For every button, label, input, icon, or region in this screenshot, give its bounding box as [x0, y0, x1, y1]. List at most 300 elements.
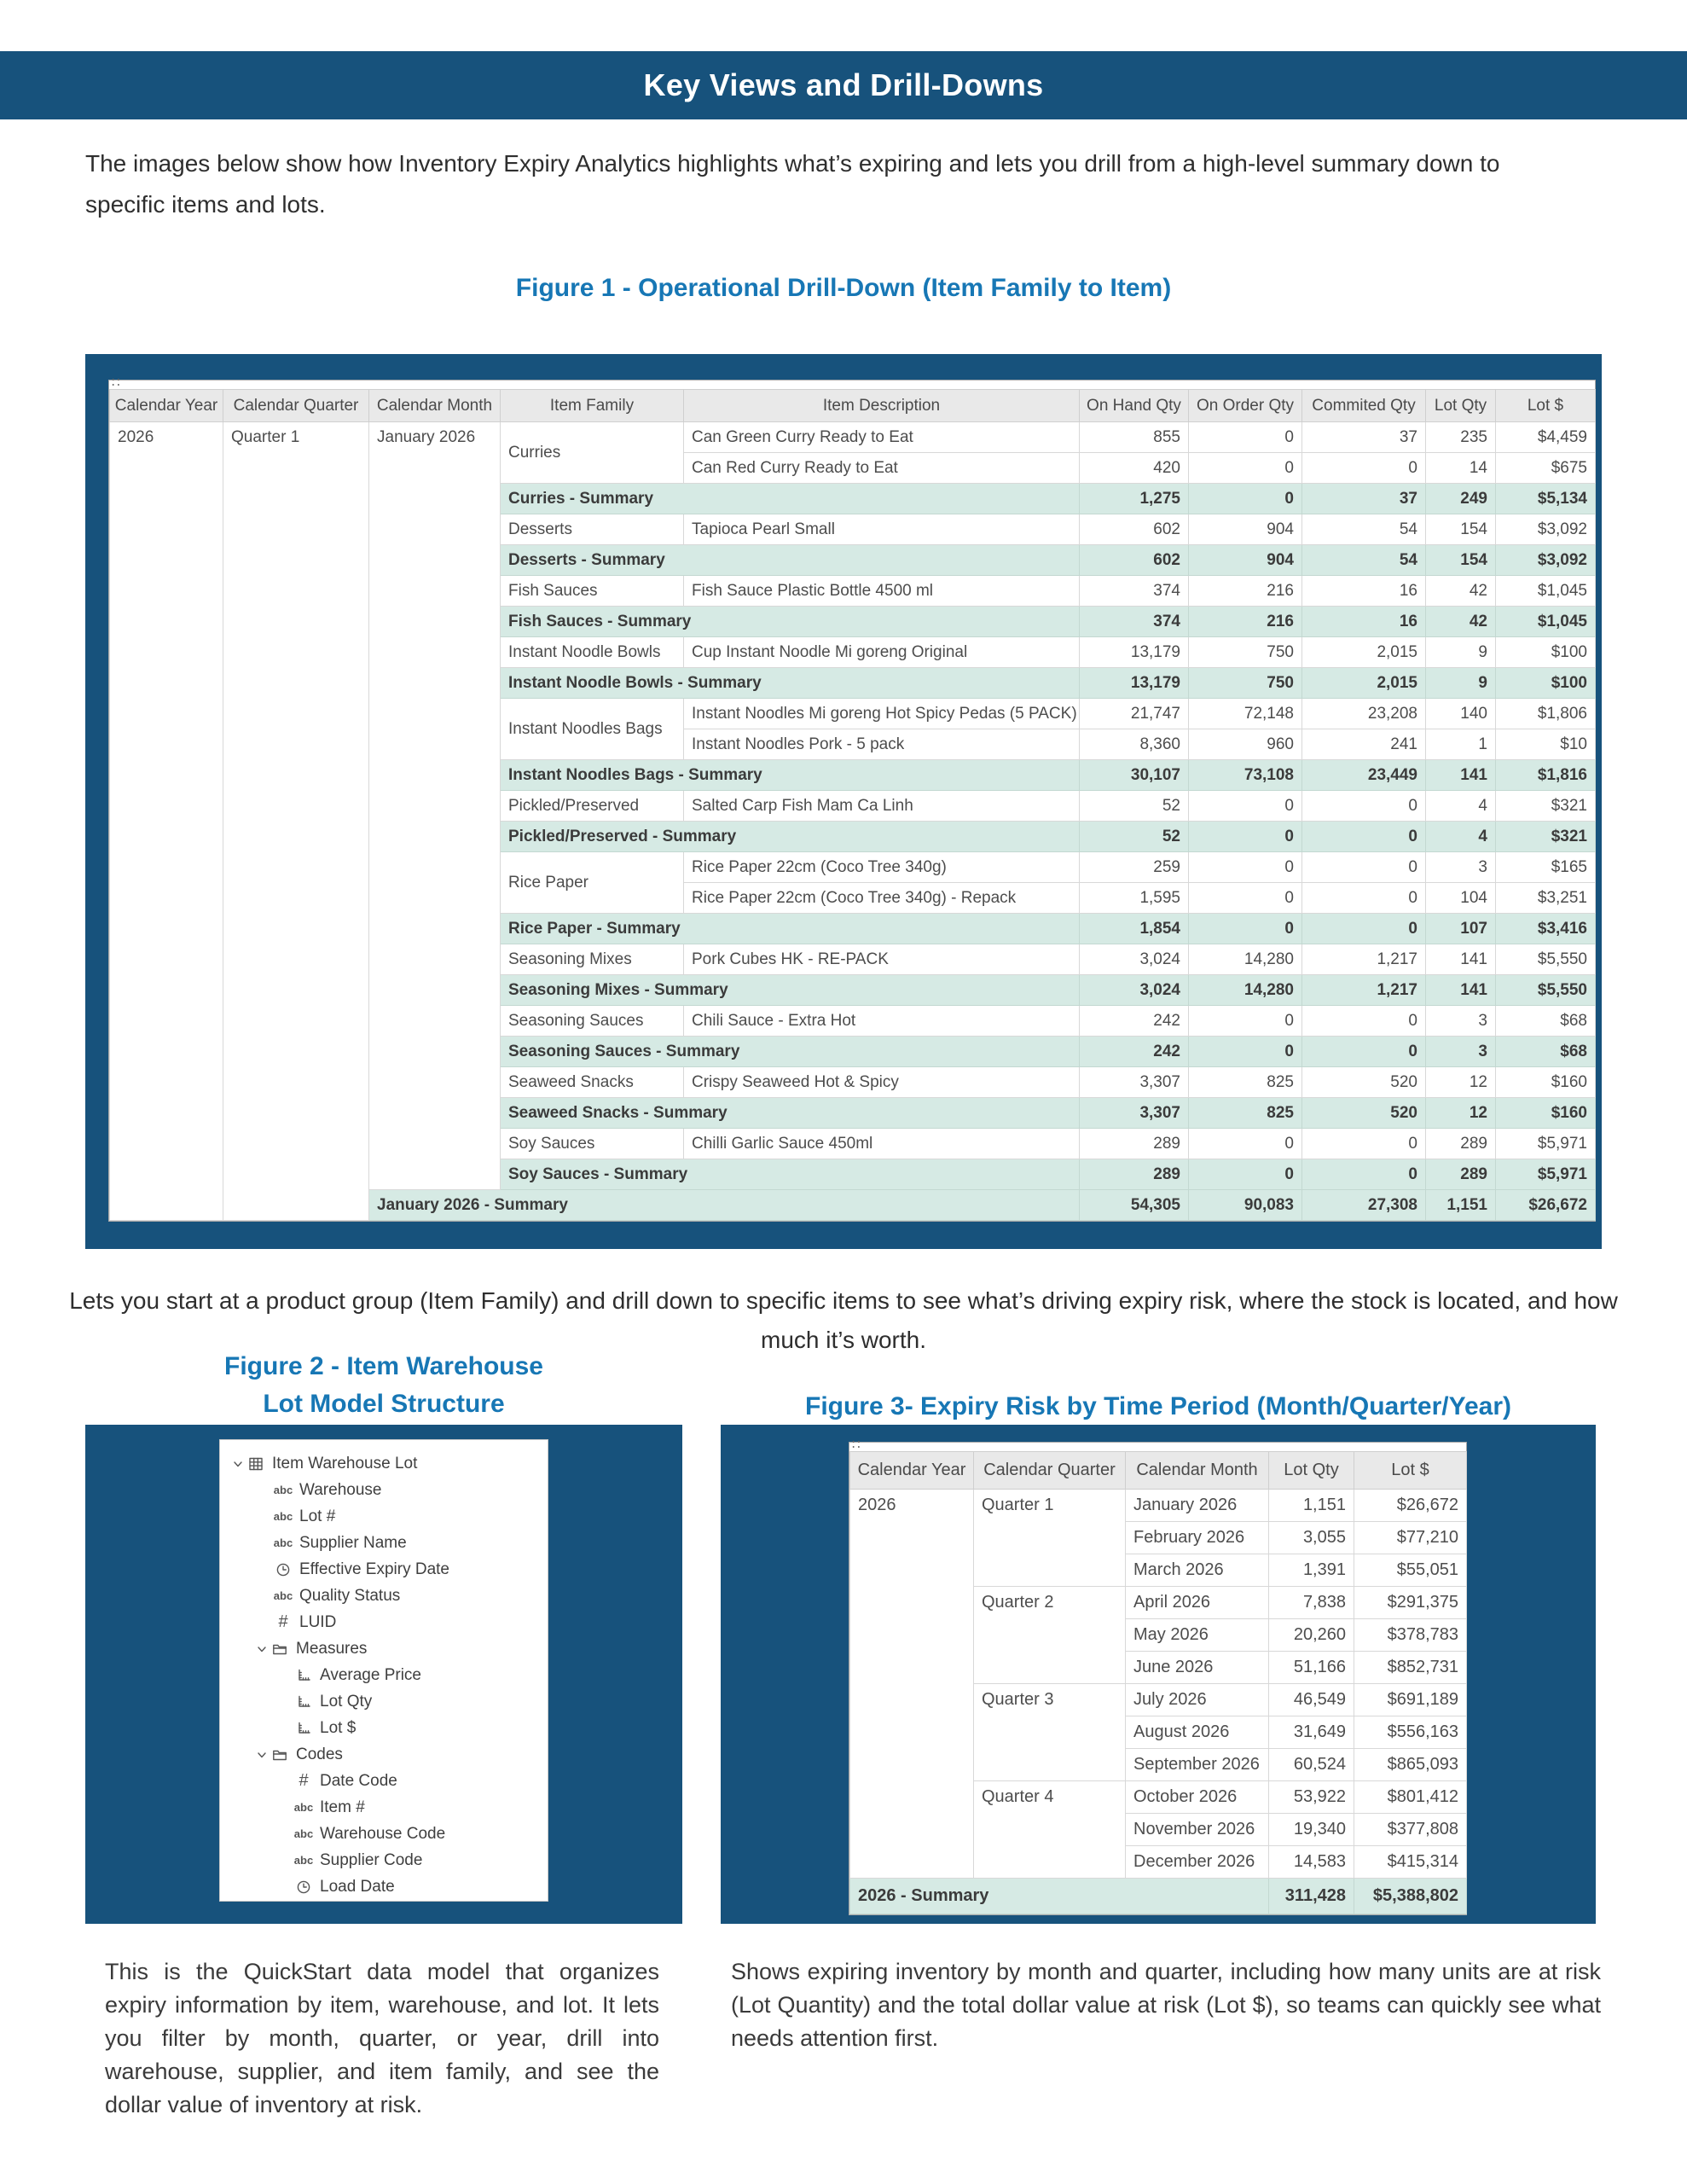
- lot-qty-cell: 1,391: [1269, 1554, 1354, 1587]
- tree-item-supplier-code: [229, 1847, 544, 1873]
- summary-value-cell: 42: [1426, 607, 1496, 637]
- value-cell: 0: [1189, 883, 1302, 914]
- tree-item-date-code: [229, 1768, 544, 1794]
- tree-item-effective-expiry-date: [229, 1556, 544, 1583]
- tree-item-label: Warehouse Code: [320, 1824, 446, 1843]
- tree-item-label: Warehouse: [299, 1480, 382, 1499]
- item-family-cell: Instant Noodle Bowls: [501, 637, 684, 668]
- figure3-header-row: [850, 1452, 1467, 1490]
- summary-label-cell: Instant Noodles Bags - Summary: [501, 760, 1080, 791]
- tree-item-label: Supplier Name: [299, 1533, 407, 1552]
- column-header-calendar-month: Calendar Month: [1126, 1452, 1269, 1490]
- summary-label-cell: Curries - Summary: [501, 484, 1080, 514]
- hash-icon: #: [299, 1771, 309, 1790]
- value-cell: $10: [1496, 729, 1596, 760]
- summary-value-cell: 30,107: [1080, 760, 1189, 791]
- figure2-caption: This is the QuickStart data model that organizes expiry information by item, warehouse, and lot. It lets you filter by month, quarter, or year, drill into warehouse, supplier, and item family, and see the dollar value of inventory at risk.: [105, 1959, 659, 2117]
- summary-value-cell: $68: [1496, 1037, 1596, 1067]
- summary-value-cell: 0: [1189, 822, 1302, 852]
- summary-label-cell: Instant Noodle Bowls - Summary: [501, 668, 1080, 699]
- item-family-cell: Fish Sauces: [501, 576, 684, 607]
- tree-item-average-price: [229, 1662, 544, 1688]
- column-header-lot-: Lot $: [1354, 1452, 1467, 1490]
- abc-icon: abc: [293, 1827, 314, 1840]
- calendar-month-cell: August 2026: [1126, 1716, 1269, 1749]
- lot-dollar-cell: $26,672: [1354, 1490, 1467, 1522]
- value-cell: 12: [1426, 1067, 1496, 1098]
- summary-value-cell: 9: [1426, 668, 1496, 699]
- figure1-header-row: [110, 390, 1596, 422]
- column-header-item-description: Item Description: [684, 390, 1080, 422]
- value-cell: 8,360: [1080, 729, 1189, 760]
- summary-value-cell: 107: [1426, 914, 1496, 944]
- calendar-quarter-cell: Quarter 1: [974, 1490, 1126, 1587]
- figure2-title: [85, 1348, 682, 1423]
- summary-value-cell: 13,179: [1080, 668, 1189, 699]
- item-family-cell: Desserts: [501, 514, 684, 545]
- lot-dollar-cell: $556,163: [1354, 1716, 1467, 1749]
- item-description-cell: Fish Sauce Plastic Bottle 4500 ml: [684, 576, 1080, 607]
- value-cell: 52: [1080, 791, 1189, 822]
- summary-value-cell: 0: [1302, 1037, 1426, 1067]
- item-description-cell: Tapioca Pearl Small: [684, 514, 1080, 545]
- summary-value-cell: 904: [1189, 545, 1302, 576]
- item-family-cell: Rice Paper: [501, 852, 684, 914]
- clock-icon: [273, 1560, 293, 1580]
- value-cell: 0: [1302, 883, 1426, 914]
- value-cell: 37: [1302, 422, 1426, 453]
- value-cell: 0: [1189, 1129, 1302, 1159]
- summary-value-cell: 1,151: [1426, 1190, 1496, 1221]
- calendar-month-cell: March 2026: [1126, 1554, 1269, 1587]
- summary-value-cell: $321: [1496, 822, 1596, 852]
- summary-value-cell: 1,217: [1302, 975, 1426, 1006]
- summary-label-cell: Seasoning Sauces - Summary: [501, 1037, 1080, 1067]
- abc-icon: abc: [273, 1589, 293, 1602]
- value-cell: 520: [1302, 1067, 1426, 1098]
- summary-value-cell: 4: [1426, 822, 1496, 852]
- summary-value-cell: 90,083: [1189, 1190, 1302, 1221]
- clock-icon: [293, 1877, 314, 1897]
- figure1-caption: Lets you start at a product group (Item Family) and drill down to specific items to see what’s driving expiry risk, where the stock is located, and how much it’s worth.: [69, 1287, 1618, 1353]
- item-description-cell: Instant Noodles Pork - 5 pack: [684, 729, 1080, 760]
- calendar-month-cell: November 2026: [1126, 1814, 1269, 1846]
- tree-item-luid: [229, 1609, 544, 1635]
- value-cell: 242: [1080, 1006, 1189, 1037]
- value-cell: 141: [1426, 944, 1496, 975]
- lot-qty-cell: 60,524: [1269, 1749, 1354, 1781]
- summary-value-cell: 0: [1302, 822, 1426, 852]
- summary-value-cell: $5,971: [1496, 1159, 1596, 1190]
- lot-dollar-cell: $691,189: [1354, 1684, 1467, 1716]
- value-cell: 825: [1189, 1067, 1302, 1098]
- summary-value-cell: 0: [1189, 1037, 1302, 1067]
- item-description-cell: Pork Cubes HK - RE-PACK: [684, 944, 1080, 975]
- column-header-lot-qty: Lot Qty: [1426, 390, 1496, 422]
- value-cell: 235: [1426, 422, 1496, 453]
- column-header-calendar-quarter: Calendar Quarter: [223, 390, 369, 422]
- value-cell: 0: [1189, 422, 1302, 453]
- tree-item-label: LUID: [299, 1612, 337, 1631]
- lot-qty-cell: 1,151: [1269, 1490, 1354, 1522]
- value-cell: 289: [1080, 1129, 1189, 1159]
- year-summary-row: [850, 1879, 1467, 1914]
- value-cell: $3,251: [1496, 883, 1596, 914]
- item-family-cell: Seasoning Sauces: [501, 1006, 684, 1037]
- tree-item-label: Supplier Code: [320, 1850, 423, 1869]
- summary-value-cell: $1,816: [1496, 760, 1596, 791]
- summary-value-cell: 0: [1189, 484, 1302, 514]
- item-row: [110, 422, 1596, 453]
- lot-qty-cell: 31,649: [1269, 1716, 1354, 1749]
- figure1-title: Figure 1 - Operational Drill-Down (Item Family to Item): [515, 274, 1172, 302]
- value-cell: 0: [1302, 1006, 1426, 1037]
- lot-dollar-cell: $55,051: [1354, 1554, 1467, 1587]
- item-description-cell: Chilli Garlic Sauce 450ml: [684, 1129, 1080, 1159]
- summary-value-cell: 16: [1302, 607, 1426, 637]
- value-cell: 14: [1426, 453, 1496, 484]
- item-family-cell: Soy Sauces: [501, 1129, 684, 1159]
- value-cell: 0: [1302, 453, 1426, 484]
- summary-value-cell: $1,045: [1496, 607, 1596, 637]
- figure1-table-body: [110, 422, 1596, 1221]
- tree-item-label: Lot $: [320, 1718, 357, 1737]
- column-header-calendar-year: Calendar Year: [110, 390, 223, 422]
- value-cell: 0: [1189, 852, 1302, 883]
- lot-qty-cell: 14,583: [1269, 1846, 1354, 1879]
- summary-value-cell: 141: [1426, 975, 1496, 1006]
- summary-value-cell: 520: [1302, 1098, 1426, 1129]
- value-cell: 0: [1189, 453, 1302, 484]
- summary-value-cell: 0: [1302, 1159, 1426, 1190]
- tree-item-label: Date Code: [320, 1771, 397, 1790]
- value-cell: 0: [1302, 852, 1426, 883]
- lot-qty-cell: 51,166: [1269, 1652, 1354, 1684]
- item-description-cell: Cup Instant Noodle Mi goreng Original: [684, 637, 1080, 668]
- abc-icon: abc: [273, 1536, 293, 1549]
- calendar-month-cell: January 2026: [369, 422, 501, 1190]
- value-cell: 16: [1302, 576, 1426, 607]
- value-cell: $1,045: [1496, 576, 1596, 607]
- item-family-cell: Pickled/Preserved: [501, 791, 684, 822]
- value-cell: 9: [1426, 637, 1496, 668]
- figure2-title-line2: Lot Model Structure: [263, 1390, 505, 1418]
- grid-icon: [246, 1454, 266, 1474]
- summary-value-cell: 2,015: [1302, 668, 1426, 699]
- abc-icon: abc: [273, 1510, 293, 1523]
- figure2-title-line1: Figure 2 - Item Warehouse: [224, 1352, 543, 1380]
- summary-value-cell: 825: [1189, 1098, 1302, 1129]
- summary-label-cell: 2026 - Summary: [850, 1879, 1269, 1914]
- figure3-title: Figure 3- Expiry Risk by Time Period (Month/Quarter/Year): [805, 1392, 1511, 1420]
- tree-item-lot-qty: [229, 1688, 544, 1715]
- summary-value-cell: 289: [1080, 1159, 1189, 1190]
- summary-value-cell: 54: [1302, 545, 1426, 576]
- value-cell: 216: [1189, 576, 1302, 607]
- value-cell: 0: [1189, 791, 1302, 822]
- lot-dollar-cell: $377,808: [1354, 1814, 1467, 1846]
- summary-value-cell: 54,305: [1080, 1190, 1189, 1221]
- value-cell: $5,971: [1496, 1129, 1596, 1159]
- calendar-quarter-cell: Quarter 1: [223, 422, 369, 1221]
- summary-label-cell: Seaweed Snacks - Summary: [501, 1098, 1080, 1129]
- hash-icon: #: [278, 1612, 288, 1631]
- tree-item-label: Effective Expiry Date: [299, 1560, 450, 1578]
- summary-label-cell: Pickled/Preserved - Summary: [501, 822, 1080, 852]
- value-cell: 960: [1189, 729, 1302, 760]
- column-header-lot-: Lot $: [1496, 390, 1596, 422]
- drag-handle-icon: ∷: [852, 1438, 861, 1452]
- summary-value-cell: $3,416: [1496, 914, 1596, 944]
- figure1-panel: [85, 354, 1602, 1249]
- tree-item-label: Item Warehouse Lot: [272, 1454, 418, 1472]
- figure1-table: [109, 389, 1596, 1221]
- value-cell: 3,307: [1080, 1067, 1189, 1098]
- value-cell: $160: [1496, 1067, 1596, 1098]
- calendar-month-cell: October 2026: [1126, 1781, 1269, 1814]
- summary-value-cell: 3,024: [1080, 975, 1189, 1006]
- summary-value-cell: 1,275: [1080, 484, 1189, 514]
- measure-icon: [293, 1665, 314, 1686]
- calendar-month-cell: December 2026: [1126, 1846, 1269, 1879]
- summary-value-cell: 154: [1426, 545, 1496, 576]
- item-family-cell: Curries: [501, 422, 684, 484]
- value-cell: 241: [1302, 729, 1426, 760]
- tree-item-warehouse-code: [229, 1821, 544, 1847]
- summary-value-cell: 289: [1426, 1159, 1496, 1190]
- summary-label-cell: Desserts - Summary: [501, 545, 1080, 576]
- summary-value-cell: 37: [1302, 484, 1426, 514]
- drag-handle-icon: ∷: [112, 375, 120, 390]
- column-header-on-hand-qty: On Hand Qty: [1080, 390, 1189, 422]
- item-family-cell: Seasoning Mixes: [501, 944, 684, 975]
- item-description-cell: Can Red Curry Ready to Eat: [684, 453, 1080, 484]
- figure3-table: [849, 1451, 1467, 1914]
- figure3-table-body: [850, 1490, 1467, 1914]
- measure-icon: [293, 1692, 314, 1712]
- value-cell: 72,148: [1189, 699, 1302, 729]
- summary-value-cell: 602: [1080, 545, 1189, 576]
- column-header-commited-qty: Commited Qty: [1302, 390, 1426, 422]
- summary-value-cell: 0: [1189, 1159, 1302, 1190]
- calendar-month-cell: January 2026: [1126, 1490, 1269, 1522]
- tree-item-codes: [229, 1741, 544, 1768]
- summary-label-cell: Seasoning Mixes - Summary: [501, 975, 1080, 1006]
- summary-value-cell: 1,854: [1080, 914, 1189, 944]
- value-cell: 2,015: [1302, 637, 1426, 668]
- tree-item-label: Average Price: [320, 1665, 421, 1684]
- column-header-calendar-year: Calendar Year: [850, 1452, 974, 1490]
- tree-item-item-: [229, 1794, 544, 1821]
- calendar-quarter-cell: Quarter 3: [974, 1684, 1126, 1781]
- figure1-table-container: [108, 375, 1596, 1222]
- value-cell: $5,550: [1496, 944, 1596, 975]
- tree-item-warehouse: [229, 1477, 544, 1503]
- column-header-calendar-quarter: Calendar Quarter: [974, 1452, 1126, 1490]
- value-cell: 42: [1426, 576, 1496, 607]
- summary-value-cell: 0: [1189, 914, 1302, 944]
- item-description-cell: Crispy Seaweed Hot & Spicy: [684, 1067, 1080, 1098]
- calendar-month-cell: May 2026: [1126, 1619, 1269, 1652]
- value-cell: 374: [1080, 576, 1189, 607]
- lot-dollar-cell: $77,210: [1354, 1522, 1467, 1554]
- tree-item-load-date: [229, 1873, 544, 1900]
- folder-icon: [270, 1745, 290, 1765]
- data-model-tree: [219, 1439, 548, 1902]
- summary-value-cell: 374: [1080, 607, 1189, 637]
- value-cell: 23,208: [1302, 699, 1426, 729]
- summary-value-cell: 216: [1189, 607, 1302, 637]
- calendar-month-cell: February 2026: [1126, 1522, 1269, 1554]
- summary-value-cell: 52: [1080, 822, 1189, 852]
- tree-item-label: Lot Qty: [320, 1692, 373, 1711]
- tree-item-label: Measures: [296, 1639, 368, 1658]
- abc-icon: abc: [293, 1854, 314, 1867]
- value-cell: 0: [1302, 1129, 1426, 1159]
- summary-value-cell: $5,388,802: [1354, 1879, 1467, 1914]
- value-cell: 1,217: [1302, 944, 1426, 975]
- tree-item-supplier-name: [229, 1530, 544, 1556]
- summary-value-cell: $3,092: [1496, 545, 1596, 576]
- lot-dollar-cell: $852,731: [1354, 1652, 1467, 1684]
- value-cell: 904: [1189, 514, 1302, 545]
- lot-dollar-cell: $801,412: [1354, 1781, 1467, 1814]
- folder-icon: [270, 1639, 290, 1659]
- value-cell: 14,280: [1189, 944, 1302, 975]
- value-cell: $4,459: [1496, 422, 1596, 453]
- summary-value-cell: 27,308: [1302, 1190, 1426, 1221]
- summary-value-cell: 249: [1426, 484, 1496, 514]
- summary-label-cell: January 2026 - Summary: [369, 1190, 1080, 1221]
- value-cell: $675: [1496, 453, 1596, 484]
- column-header-lot-qty: Lot Qty: [1269, 1452, 1354, 1490]
- item-family-cell: Instant Noodles Bags: [501, 699, 684, 760]
- page-header-bar: [0, 51, 1687, 119]
- calendar-month-cell: July 2026: [1126, 1684, 1269, 1716]
- item-description-cell: Rice Paper 22cm (Coco Tree 340g) - Repack: [684, 883, 1080, 914]
- chevron-down-icon: [254, 1641, 270, 1657]
- measure-icon: [293, 1718, 314, 1739]
- month-row: [850, 1490, 1467, 1522]
- value-cell: 21,747: [1080, 699, 1189, 729]
- summary-value-cell: 141: [1426, 760, 1496, 791]
- column-header-on-order-qty: On Order Qty: [1189, 390, 1302, 422]
- column-header-item-family: Item Family: [501, 390, 684, 422]
- value-cell: 750: [1189, 637, 1302, 668]
- summary-label-cell: Rice Paper - Summary: [501, 914, 1080, 944]
- calendar-month-cell: September 2026: [1126, 1749, 1269, 1781]
- tree-item-quality-status: [229, 1583, 544, 1609]
- value-cell: 0: [1189, 1006, 1302, 1037]
- summary-value-cell: $5,550: [1496, 975, 1596, 1006]
- abc-icon: abc: [273, 1484, 293, 1496]
- value-cell: 4: [1426, 791, 1496, 822]
- value-cell: 3: [1426, 852, 1496, 883]
- value-cell: 855: [1080, 422, 1189, 453]
- lot-dollar-cell: $378,783: [1354, 1619, 1467, 1652]
- value-cell: $3,092: [1496, 514, 1596, 545]
- figure2-panel: [85, 1425, 682, 1924]
- value-cell: $321: [1496, 791, 1596, 822]
- tree-item-label: Quality Status: [299, 1586, 401, 1605]
- tree-item-label: Load Date: [320, 1877, 395, 1896]
- calendar-month-cell: June 2026: [1126, 1652, 1269, 1684]
- summary-value-cell: 750: [1189, 668, 1302, 699]
- summary-value-cell: 242: [1080, 1037, 1189, 1067]
- tree-item-item-warehouse-lot: [229, 1450, 544, 1477]
- calendar-quarter-cell: Quarter 4: [974, 1781, 1126, 1879]
- lot-qty-cell: 46,549: [1269, 1684, 1354, 1716]
- summary-value-cell: 12: [1426, 1098, 1496, 1129]
- page-title: Key Views and Drill-Downs: [643, 67, 1044, 102]
- tree-item-label: Lot #: [299, 1507, 336, 1525]
- lot-dollar-cell: $291,375: [1354, 1587, 1467, 1619]
- value-cell: 420: [1080, 453, 1189, 484]
- abc-icon: abc: [293, 1801, 314, 1814]
- item-description-cell: Can Green Curry Ready to Eat: [684, 422, 1080, 453]
- figure3-panel: [721, 1425, 1596, 1924]
- calendar-month-cell: April 2026: [1126, 1587, 1269, 1619]
- value-cell: 3: [1426, 1006, 1496, 1037]
- lot-qty-cell: 3,055: [1269, 1522, 1354, 1554]
- figure3-caption: Shows expiring inventory by month and quarter, including how many units are at risk (Lot Quantity) and the total dollar value at risk (Lot $), so teams can quickly see what needs attention first.: [731, 1959, 1601, 2051]
- calendar-year-cell: 2026: [850, 1490, 974, 1879]
- item-description-cell: Instant Noodles Mi goreng Hot Spicy Pedas (5 PACK): [684, 699, 1080, 729]
- value-cell: 1: [1426, 729, 1496, 760]
- tree-item-lot-: [229, 1503, 544, 1530]
- value-cell: 0: [1302, 791, 1426, 822]
- lot-qty-cell: 20,260: [1269, 1619, 1354, 1652]
- item-description-cell: Chili Sauce - Extra Hot: [684, 1006, 1080, 1037]
- figure3-table-container: [849, 1438, 1467, 1915]
- value-cell: $100: [1496, 637, 1596, 668]
- value-cell: 259: [1080, 852, 1189, 883]
- value-cell: $68: [1496, 1006, 1596, 1037]
- summary-value-cell: 14,280: [1189, 975, 1302, 1006]
- column-header-calendar-month: Calendar Month: [369, 390, 501, 422]
- summary-value-cell: 311,428: [1269, 1879, 1354, 1914]
- calendar-quarter-cell: Quarter 2: [974, 1587, 1126, 1684]
- value-cell: 140: [1426, 699, 1496, 729]
- summary-value-cell: $160: [1496, 1098, 1596, 1129]
- lot-qty-cell: 19,340: [1269, 1814, 1354, 1846]
- chevron-down-icon: [254, 1747, 270, 1763]
- lot-dollar-cell: $865,093: [1354, 1749, 1467, 1781]
- value-cell: 154: [1426, 514, 1496, 545]
- summary-value-cell: 3: [1426, 1037, 1496, 1067]
- summary-value-cell: $5,134: [1496, 484, 1596, 514]
- value-cell: 1,595: [1080, 883, 1189, 914]
- summary-value-cell: 73,108: [1189, 760, 1302, 791]
- value-cell: 54: [1302, 514, 1426, 545]
- summary-value-cell: $100: [1496, 668, 1596, 699]
- tree-item-label: Item #: [320, 1798, 365, 1816]
- calendar-year-cell: 2026: [110, 422, 223, 1221]
- item-family-cell: Seaweed Snacks: [501, 1067, 684, 1098]
- summary-label-cell: Soy Sauces - Summary: [501, 1159, 1080, 1190]
- intro-paragraph: The images below show how Inventory Expiry Analytics highlights what’s expiring and lets you drill from a high-level summary down to specific items and lots.: [85, 150, 1500, 218]
- summary-value-cell: 0: [1302, 914, 1426, 944]
- item-description-cell: Rice Paper 22cm (Coco Tree 340g): [684, 852, 1080, 883]
- value-cell: $165: [1496, 852, 1596, 883]
- summary-label-cell: Fish Sauces - Summary: [501, 607, 1080, 637]
- value-cell: 13,179: [1080, 637, 1189, 668]
- value-cell: $1,806: [1496, 699, 1596, 729]
- summary-value-cell: 23,449: [1302, 760, 1426, 791]
- value-cell: 104: [1426, 883, 1496, 914]
- value-cell: 289: [1426, 1129, 1496, 1159]
- lot-dollar-cell: $415,314: [1354, 1846, 1467, 1879]
